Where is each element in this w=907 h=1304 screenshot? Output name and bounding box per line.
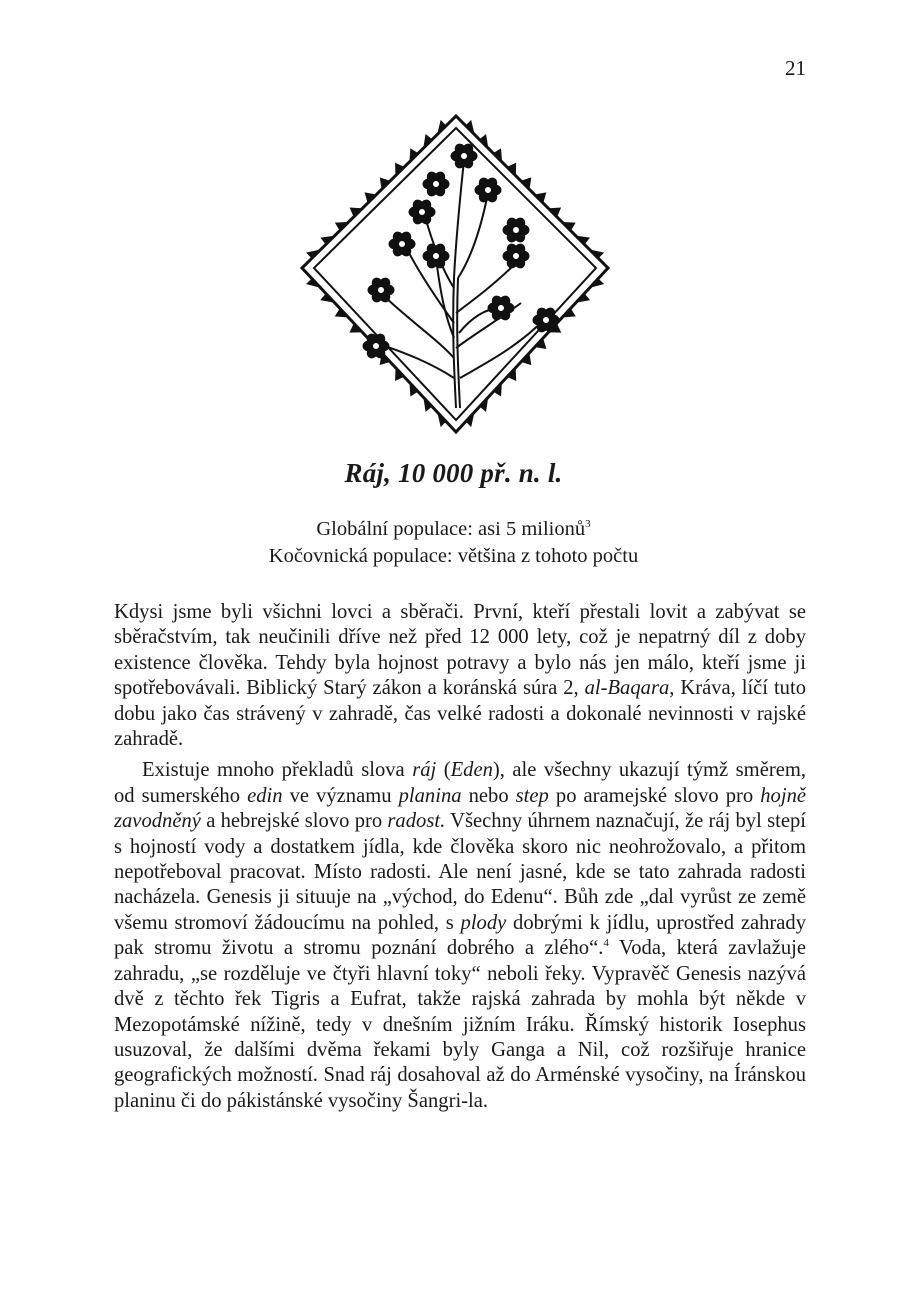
italic-run: step (515, 784, 549, 807)
text-run: ( (436, 759, 451, 782)
text-run: Kdysi jsme byli všichni lovci a sběrači. První, kteří přestali lovit a zabývat se sběračstvím, tak neučinili dříve než před 12 000 lety, což je nepatrný díl z doby existence člověka. Tehdy byla hojnost potravy a bylo nás jen málo, kteří jsme ji spotřebovávali. Biblický Starý zákon a koránská súra 2, (114, 601, 806, 700)
text-run: , Kráva, líčí tuto dobu jako čas strávený v zahradě, čas velké radosti a dokonalé nevinnosti v rajské zahradě. (114, 677, 806, 751)
paragraph-2 (114, 758, 806, 1114)
text-run: a hebrejské slovo pro (200, 810, 388, 833)
footnote-ref-4: 4 (603, 937, 609, 950)
italic-run: hojně zavodněný (114, 784, 807, 833)
text-run: ve významu (282, 784, 399, 807)
body-text (114, 600, 806, 1114)
text-run: Všechny úhrnem naznačují, že ráj byl stepí s hojností vody a dostatkem jídla, kde člověka skoro nic neohrožovalo, a přitom nepotřeboval pracovat. Místo radosti. Ale není jasné, kde se tato zahrada radosti nacházela. Genesis ji situuje na „východ, do Edenu“. Bůh zde „dal vyrůst ze země všemu stromoví žádoucímu na pohled, s (114, 810, 806, 934)
italic-run: edin (247, 784, 283, 807)
text-run: Existuje mnoho překladů slova (142, 759, 413, 782)
population-stats (0, 516, 907, 570)
global-population-line (0, 516, 907, 543)
page-number: 21 (785, 56, 806, 80)
text-run: dobrými k jídlu, uprostřed zahrady pak stromu životu a stromu poznání dobrého a zlého“. (114, 911, 806, 960)
nomad-population: Kočovnická populace: většina z tohoto počtu (268, 545, 639, 567)
italic-run: plody (460, 911, 507, 934)
italic-run: Eden (450, 759, 493, 782)
text-run: po aramejské slovo pro (548, 784, 761, 807)
footnote-ref-3: 3 (585, 518, 591, 531)
flowering-tree-illustration (296, 108, 614, 438)
chapter-title: Ráj, 10 000 př. n. l. (344, 458, 563, 488)
italic-run: planina (398, 784, 462, 807)
italic-run: ráj (412, 759, 437, 782)
italic-run: radost. (387, 810, 446, 833)
text-run: Voda, která zavlažuje zahradu, „se rozděluje ve čtyři hlavní toky“ neboli řeky. Vypravěč Genesis nazývá dvě z těchto řek Tigris a Eufrat, takže rajská zahrada by mohla být někde v Mezopotámské nížině, tedy v dnešním jižním Iráku. Římský historik Iosephus usuzoval, že dalšími dvěma řekami byly Ganga a Nil, což rozšiřuje hranice geografických možností. Snad ráj dosahoval až do Arménské vysočiny, na Íránskou planinu či do pákistánské vysočiny Šangri-la. (114, 937, 806, 1112)
global-population: Globální populace: asi 5 milionů (316, 518, 586, 540)
text-run: nebo (461, 784, 516, 807)
paragraph-1 (114, 600, 806, 752)
text-run: ), ale všechny ukazují týmž směrem, od sumerského (114, 759, 806, 807)
italic-run: al-Baqara (584, 677, 670, 700)
